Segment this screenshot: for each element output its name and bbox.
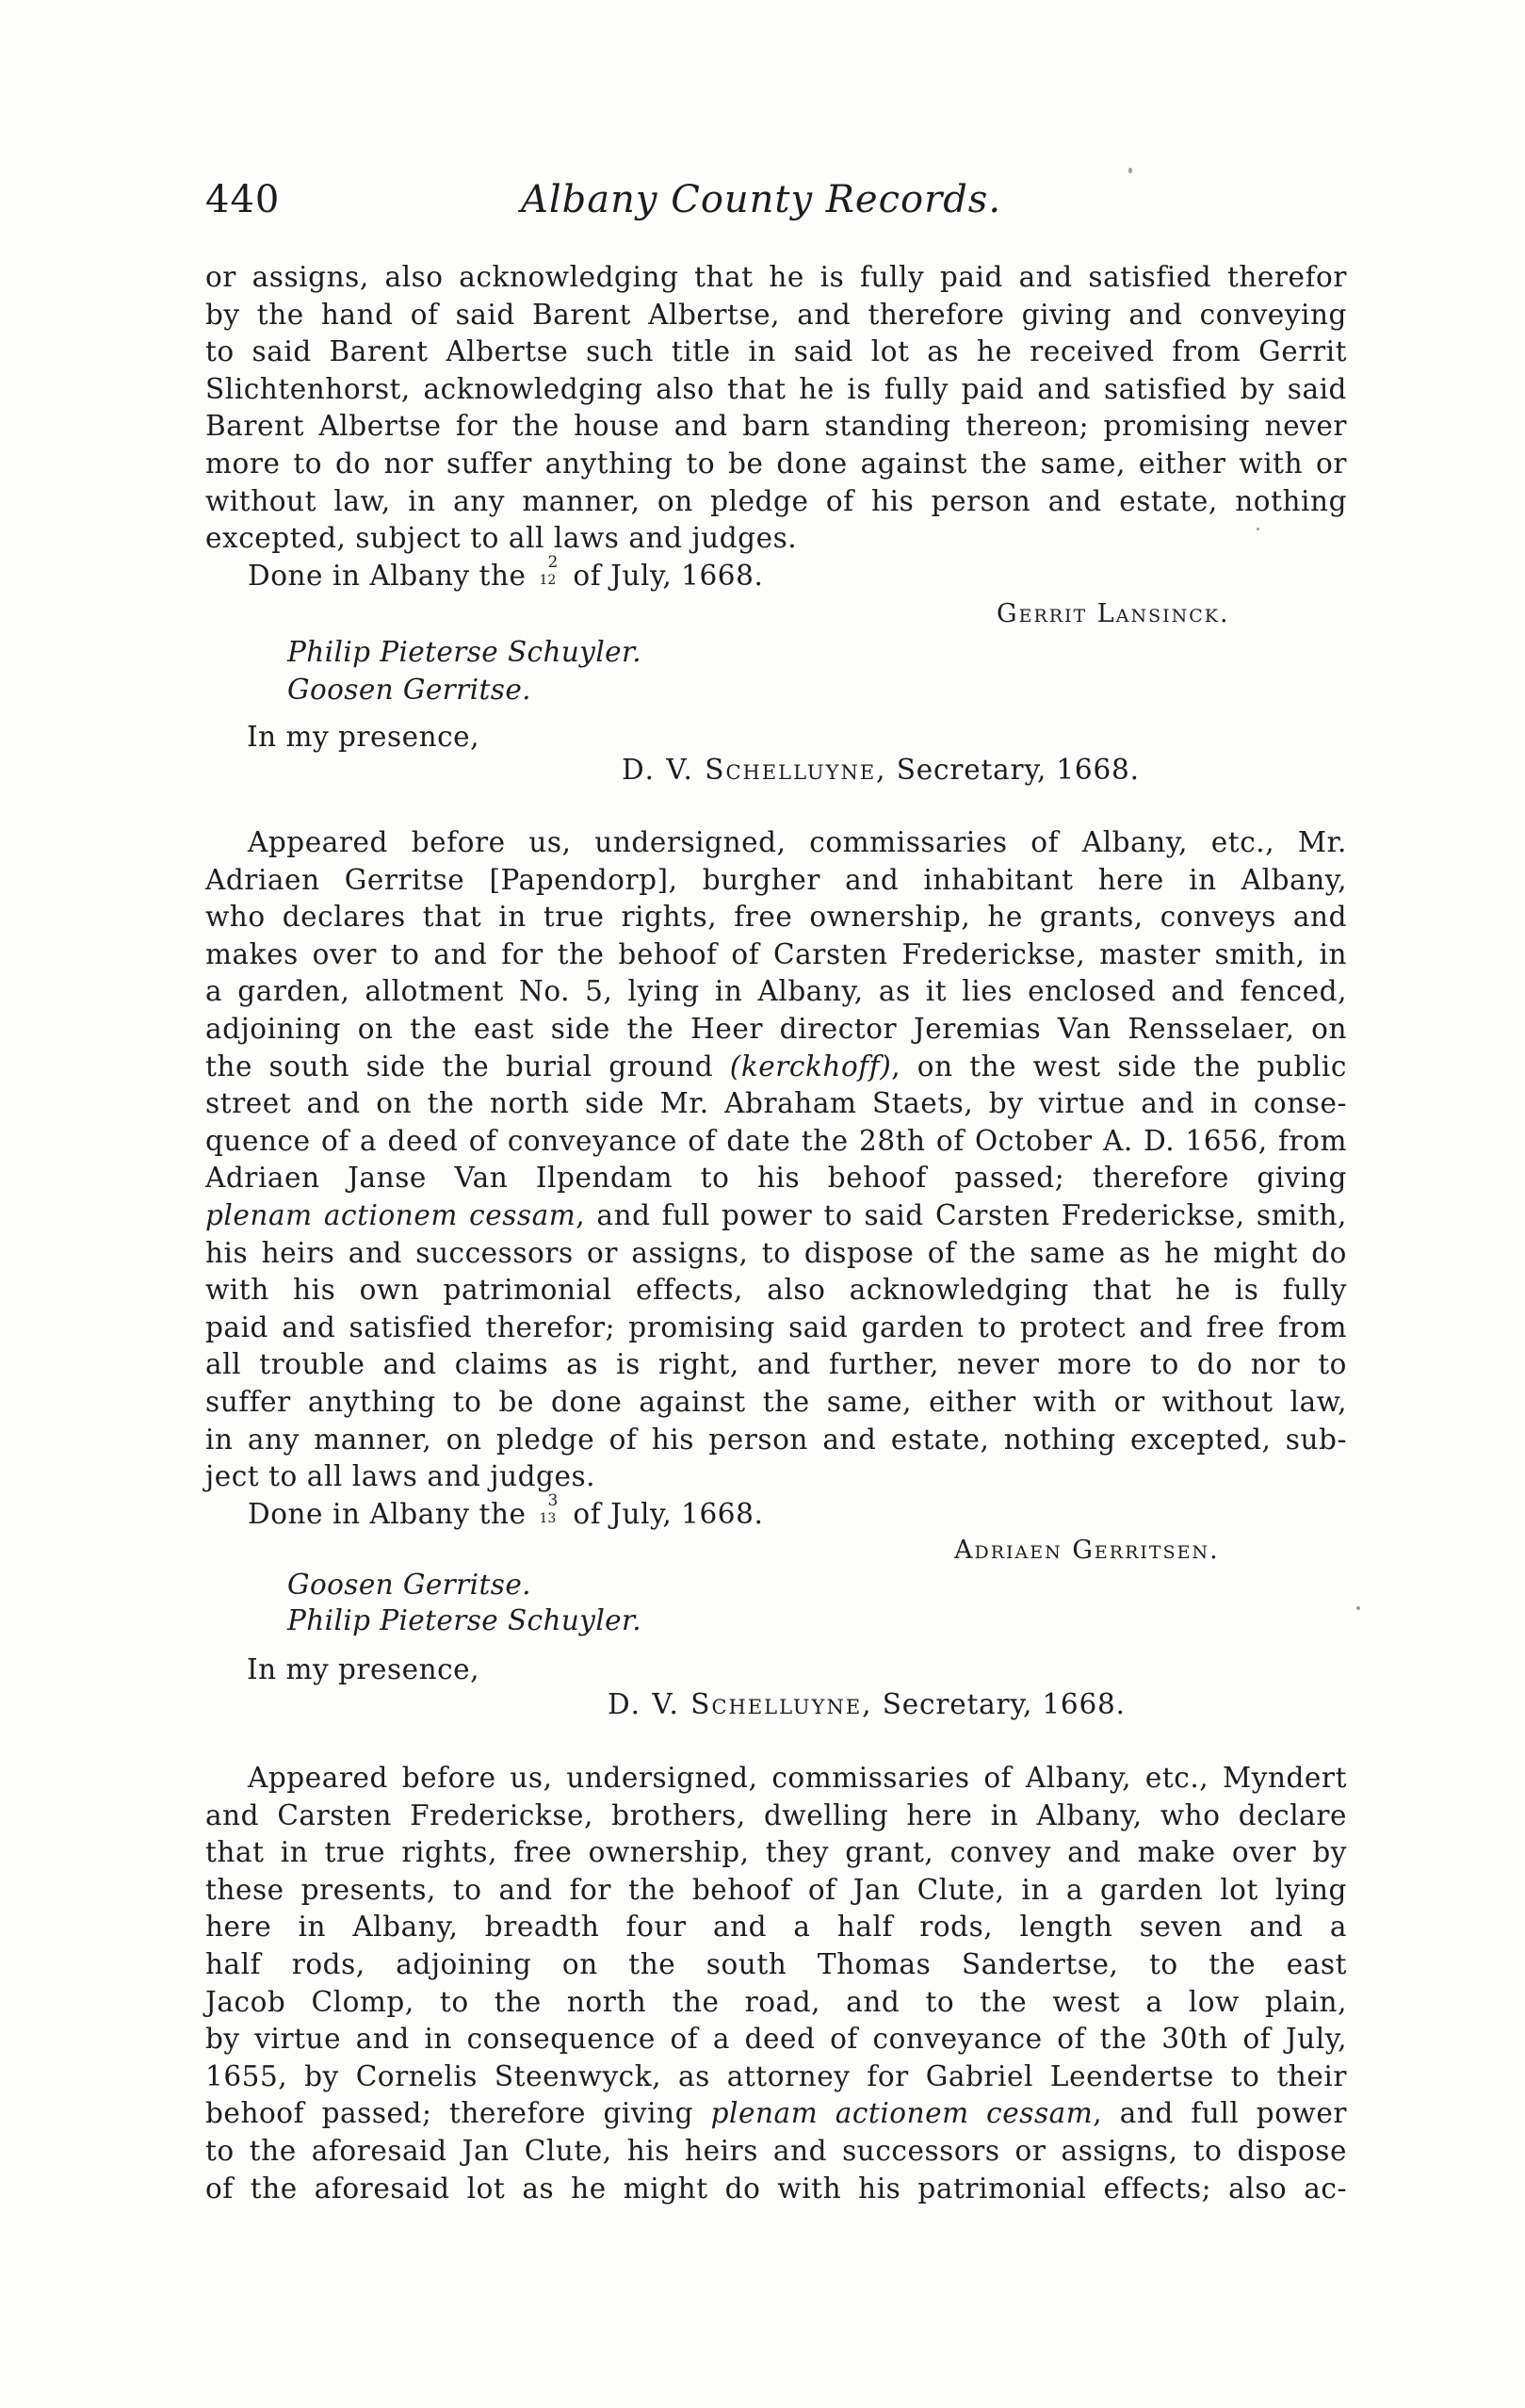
done-prefix: Done in Albany the xyxy=(248,1497,527,1530)
text-line: with his own patrimonial effects, also acknowledging that he is fully xyxy=(205,1274,1347,1307)
text-line: these presents, to and for the behoof of Jan Clute, in a garden lot lying xyxy=(205,1873,1347,1906)
text-line: 1655, by Cornelis Steenwyck, as attorney for Gabriel Leendertse to their xyxy=(205,2059,1347,2092)
text-segment: behoof passed; therefore giving xyxy=(205,2097,694,2130)
done-date-line xyxy=(205,552,1347,595)
text-segment: the south side the burial ground xyxy=(205,1049,714,1082)
signer-name: Adriaen Gerritsen. xyxy=(954,1536,1220,1565)
text-line: by the hand of said Barent Albertse, and therefore giving and conveying xyxy=(205,298,1347,331)
secretary-title: Secretary, 1668. xyxy=(896,754,1140,786)
text-line: Jacob Clomp, to the north the road, and to the west a low plain, xyxy=(205,1985,1347,2018)
signer-name: Gerrit Lansinck. xyxy=(997,599,1230,628)
date-fraction xyxy=(539,552,560,591)
text-line: Adriaen Janse Van Ilpendam to his behoof passed; therefore giving xyxy=(205,1162,1347,1195)
text-line: paid and satisfied therefor; promising said garden to protect and free from xyxy=(205,1310,1347,1343)
witness-name: Philip Pieterse Schuyler. xyxy=(287,636,642,668)
running-head xyxy=(205,177,1355,234)
text-line: Appeared before us, undersigned, commissaries of Albany, etc., Mr. xyxy=(248,826,1347,858)
done-suffix: of July, 1668. xyxy=(573,559,764,592)
text-line: to the aforesaid Jan Clute, his heirs and successors or assigns, to dispose xyxy=(205,2134,1347,2167)
text-segment: , and full power to said Carsten Frederickse, smith, xyxy=(576,1198,1347,1231)
done-suffix: of July, 1668. xyxy=(573,1497,764,1530)
witness-name: Philip Pieterse Schuyler. xyxy=(287,1604,642,1636)
text-segment: , on the west side the public xyxy=(891,1049,1347,1082)
italic-term: plenam actionem cessam xyxy=(710,2097,1094,2130)
text-line: more to do nor suffer anything to be done against the same, either with or xyxy=(205,447,1347,480)
text-line: by virtue and in consequence of a deed of conveyance of the 30th of July, xyxy=(205,2023,1347,2056)
text-line xyxy=(205,1197,1347,1235)
secretary-name: D. V. Schelluyne, xyxy=(622,754,887,786)
scan-speck xyxy=(1128,168,1132,173)
text-line xyxy=(205,1049,1347,1086)
text-line: street and on the north side Mr. Abraham Staets, by virtue and in conse- xyxy=(205,1087,1347,1120)
text-line: adjoining on the east side the Heer director Jeremias Van Rensselaer, on xyxy=(205,1012,1347,1045)
secretary-name: D. V. Schelluyne, xyxy=(608,1688,873,1720)
presence-line: In my presence, xyxy=(247,721,479,753)
text-line: to said Barent Albertse such title in said lot as he received from Gerrit xyxy=(205,335,1347,368)
text-line: who declares that in true rights, free ownership, he grants, conveys and xyxy=(205,901,1347,934)
text-line: makes over to and for the behoof of Carsten Frederickse, master smith, in xyxy=(205,937,1347,970)
text-line: Appeared before us, undersigned, commissaries of Albany, etc., Myndert xyxy=(248,1762,1347,1794)
fraction-denominator: 12 xyxy=(539,572,557,588)
text-line: here in Albany, breadth four and a half rods, length seven and a xyxy=(205,1911,1347,1944)
text-segment: , and full power xyxy=(1093,2097,1347,2130)
page-number: 440 xyxy=(205,178,281,221)
italic-term: (kerckhoff) xyxy=(729,1049,892,1082)
done-prefix: Done in Albany the xyxy=(248,559,527,592)
text-line: ject to all laws and judges. xyxy=(205,1460,596,1493)
text-line: a garden, allotment No. 5, lying in Albany, as it lies enclosed and fenced, xyxy=(205,975,1347,1008)
date-fraction xyxy=(539,1490,560,1529)
done-date-line xyxy=(205,1490,1347,1534)
text-line: quence of a deed of conveyance of date the 28th of October A. D. 1656, from xyxy=(205,1124,1347,1157)
text-line: without law, in any manner, on pledge of his person and estate, nothing xyxy=(205,484,1347,517)
witness-name: Goosen Gerritse. xyxy=(287,674,531,706)
secretary-title: Secretary, 1668. xyxy=(882,1688,1126,1720)
text-line: half rods, adjoining on the south Thomas Sandertse, to the east xyxy=(205,1947,1347,1980)
paragraph-deed-2 xyxy=(205,824,1347,1533)
scan-speck xyxy=(1356,1606,1360,1610)
presence-line: In my presence, xyxy=(247,1653,479,1685)
text-line: excepted, subject to all laws and judges. xyxy=(205,522,798,555)
fraction-numerator: 2 xyxy=(547,552,559,572)
text-line: Barent Albertse for the house and barn standing thereon; promising never xyxy=(205,410,1347,443)
text-line: Adriaen Gerritse [Papendorp], burgher and inhabitant here in Albany, xyxy=(205,863,1347,896)
text-line: Slichtenhorst, acknowledging also that he is fully paid and satisfied by said xyxy=(205,372,1347,405)
text-line: or assigns, also acknowledging that he is fully paid and satisfied therefor xyxy=(205,261,1347,293)
text-line xyxy=(205,2095,1347,2133)
text-line: his heirs and successors or assigns, to dispose of the same as he might do xyxy=(205,1236,1347,1269)
text-line: of the aforesaid lot as he might do with his patrimonial effects; also ac- xyxy=(205,2172,1347,2205)
text-line: suffer anything to be done against the same, either with or without law, xyxy=(205,1385,1347,1418)
running-title: Albany County Records. xyxy=(521,178,1002,221)
paragraph-continuation xyxy=(205,259,1347,594)
text-line: and Carsten Frederickse, brothers, dwelling here in Albany, who declare xyxy=(205,1798,1347,1831)
text-line: in any manner, on pledge of his person and estate, nothing excepted, sub- xyxy=(205,1423,1347,1456)
scan-speck xyxy=(1257,528,1259,530)
fraction-numerator: 3 xyxy=(547,1490,559,1510)
paragraph-deed-3 xyxy=(205,1760,1347,2207)
secretary-signature xyxy=(608,1688,1126,1720)
italic-term: plenam actionem cessam xyxy=(205,1198,576,1231)
text-line: all trouble and claims as is right, and further, never more to do nor to xyxy=(205,1348,1347,1381)
text-line: that in true rights, free ownership, they grant, convey and make over by xyxy=(205,1836,1347,1869)
secretary-signature xyxy=(622,754,1140,786)
fraction-denominator: 13 xyxy=(539,1510,557,1526)
witness-name: Goosen Gerritse. xyxy=(287,1569,531,1601)
